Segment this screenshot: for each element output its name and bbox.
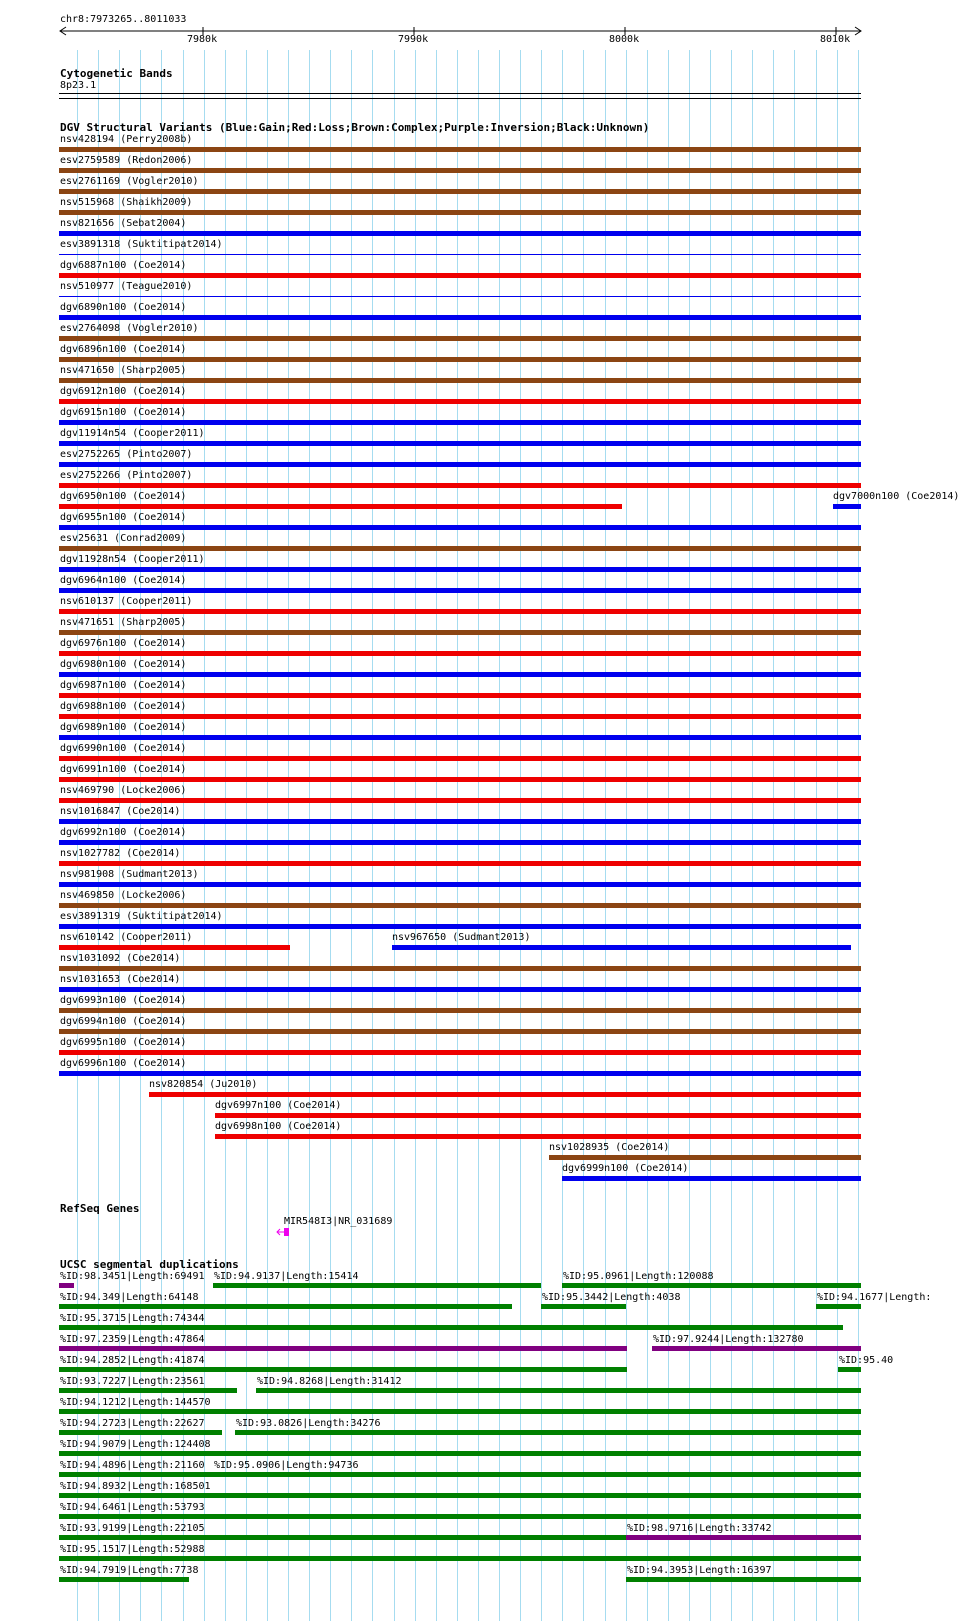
variant-label[interactable]: dgv6980n100 (Coe2014) (60, 659, 187, 670)
segdup-bar[interactable] (213, 1283, 541, 1288)
variant-label[interactable]: dgv11914n54 (Cooper2011) (60, 428, 205, 439)
variant-bar[interactable] (59, 168, 861, 173)
variant-label[interactable]: nsv610142 (Cooper2011) (60, 932, 193, 943)
segdup-bar[interactable] (235, 1430, 861, 1435)
variant-bar[interactable] (549, 1155, 861, 1160)
variant-label[interactable]: dgv6915n100 (Coe2014) (60, 407, 187, 418)
variant-bar[interactable] (59, 1008, 861, 1013)
variant-bar[interactable] (59, 357, 861, 362)
segdup-label[interactable]: %ID:95.0906|Length:94736 (214, 1460, 359, 1471)
variant-label[interactable]: nsv471650 (Sharp2005) (60, 365, 187, 376)
segdup-bar[interactable] (59, 1388, 237, 1393)
variant-bar[interactable] (59, 567, 861, 572)
segdup-label[interactable]: %ID:95.1517|Length:52988 (60, 1544, 205, 1555)
segdup-label[interactable]: %ID:95.40 (839, 1355, 894, 1366)
variant-bar[interactable] (59, 546, 861, 551)
variant-bar[interactable] (59, 588, 861, 593)
segdup-label[interactable]: %ID:94.3953|Length:16397 (627, 1565, 772, 1576)
variant-bar[interactable] (59, 254, 861, 255)
variant-bar[interactable] (59, 819, 861, 824)
variant-bar[interactable] (59, 609, 861, 614)
segdup-bar[interactable] (816, 1304, 861, 1309)
variant-label[interactable]: dgv6996n100 (Coe2014) (60, 1058, 187, 1069)
segdup-label[interactable]: %ID:97.9244|Length:132780 (653, 1334, 804, 1345)
segdup-bar[interactable] (256, 1388, 861, 1393)
variant-bar[interactable] (59, 231, 861, 236)
segdup-bar[interactable] (626, 1535, 861, 1540)
variant-label[interactable]: dgv6995n100 (Coe2014) (60, 1037, 187, 1048)
segdup-bar[interactable] (59, 1283, 74, 1288)
variant-label[interactable]: dgv6955n100 (Coe2014) (60, 512, 187, 523)
variant-label[interactable]: dgv6994n100 (Coe2014) (60, 1016, 187, 1027)
variant-label[interactable]: nsv967650 (Sudmant2013) (392, 932, 531, 943)
variant-bar[interactable] (59, 630, 861, 635)
variant-label[interactable]: esv2752266 (Pinto2007) (60, 470, 193, 481)
variant-label[interactable]: nsv1031092 (Coe2014) (60, 953, 181, 964)
variant-bar[interactable] (215, 1113, 861, 1118)
variant-bar[interactable] (59, 189, 861, 194)
variant-label[interactable]: dgv6992n100 (Coe2014) (60, 827, 187, 838)
variant-bar[interactable] (59, 651, 861, 656)
segdup-label[interactable]: %ID:97.2359|Length:47864 (60, 1334, 205, 1345)
segdup-bar[interactable] (59, 1304, 512, 1309)
variant-label[interactable]: dgv6993n100 (Coe2014) (60, 995, 187, 1006)
variant-label[interactable]: nsv469790 (Locke2006) (60, 785, 187, 796)
variant-bar[interactable] (59, 945, 290, 950)
variant-bar[interactable] (59, 525, 861, 530)
variant-bar[interactable] (59, 924, 861, 929)
variant-bar[interactable] (59, 147, 861, 152)
ruler-position: chr8:7973265..8011033 (60, 14, 187, 25)
variant-bar[interactable] (149, 1092, 861, 1097)
variant-label[interactable]: dgv6988n100 (Coe2014) (60, 701, 187, 712)
variant-label[interactable]: nsv1031653 (Coe2014) (60, 974, 181, 985)
variant-label[interactable]: nsv471651 (Sharp2005) (60, 617, 187, 628)
variant-label[interactable]: nsv1027782 (Coe2014) (60, 848, 181, 859)
segdup-bar[interactable] (652, 1346, 861, 1351)
variant-label[interactable]: dgv6912n100 (Coe2014) (60, 386, 187, 397)
variant-label[interactable]: dgv6998n100 (Coe2014) (215, 1121, 342, 1132)
variant-label[interactable]: dgv6990n100 (Coe2014) (60, 743, 187, 754)
segdup-label[interactable]: %ID:94.2723|Length:22627 (60, 1418, 205, 1429)
variant-label[interactable]: nsv1016847 (Coe2014) (60, 806, 181, 817)
ruler-tick-label: 7990k (398, 34, 429, 45)
ruler-axis (0, 26, 890, 46)
segdup-bar[interactable] (59, 1577, 189, 1582)
gene-arrow-icon[interactable] (276, 1227, 292, 1237)
variant-bar[interactable] (562, 1176, 861, 1181)
variant-label[interactable]: dgv6997n100 (Coe2014) (215, 1100, 342, 1111)
segdup-label[interactable]: %ID:95.0961|Length:120088 (563, 1271, 714, 1282)
segdup-bar[interactable] (59, 1556, 861, 1561)
variant-bar[interactable] (59, 504, 622, 509)
segdup-bar[interactable] (59, 1535, 627, 1540)
variant-label[interactable]: dgv6999n100 (Coe2014) (562, 1163, 689, 1174)
cytoband-title: Cytogenetic Bands (60, 67, 173, 80)
segdup-label[interactable]: %ID:94.9079|Length:124408 (60, 1439, 211, 1450)
variant-label[interactable]: nsv469850 (Locke2006) (60, 890, 187, 901)
variant-bar[interactable] (59, 1071, 861, 1076)
variant-bar[interactable] (59, 987, 861, 992)
variant-label[interactable]: nsv515968 (Shaikh2009) (60, 197, 193, 208)
variant-bar[interactable] (59, 966, 861, 971)
segdup-label[interactable]: %ID:93.0826|Length:34276 (236, 1418, 381, 1429)
variant-bar[interactable] (59, 315, 861, 320)
ruler-tick-label: 8000k (609, 34, 640, 45)
segdup-bar[interactable] (59, 1430, 222, 1435)
variant-bar[interactable] (59, 756, 861, 761)
variant-bar[interactable] (59, 1050, 861, 1055)
variant-bar[interactable] (215, 1134, 861, 1139)
variant-label[interactable]: esv25631 (Conrad2009) (60, 533, 187, 544)
variant-label[interactable]: dgv6964n100 (Coe2014) (60, 575, 187, 586)
variant-label[interactable]: esv2761169 (Vogler2010) (60, 176, 199, 187)
segdup-bar[interactable] (59, 1346, 627, 1351)
variant-bar[interactable] (59, 399, 861, 404)
segdup-bar[interactable] (59, 1472, 213, 1477)
variant-label[interactable]: nsv428194 (Perry2008b) (60, 134, 193, 145)
variant-bar[interactable] (59, 861, 861, 866)
variant-bar[interactable] (59, 336, 861, 341)
segdup-label[interactable]: %ID:94.8268|Length:31412 (257, 1376, 402, 1387)
variant-label[interactable]: nsv1028935 (Coe2014) (549, 1142, 670, 1153)
variant-label[interactable]: nsv820854 (Ju2010) (149, 1079, 258, 1090)
segdup-label[interactable]: %ID:98.9716|Length:33742 (627, 1523, 772, 1534)
variant-label[interactable]: dgv6950n100 (Coe2014) (60, 491, 187, 502)
variant-label[interactable]: esv2764098 (Vogler2010) (60, 323, 199, 334)
dgv-track-title: DGV Structural Variants (Blue:Gain;Red:Loss;Brown:Complex;Purple:Inversion;Black:Unknown) (60, 121, 650, 134)
segdup-label[interactable]: %ID:94.7919|Length:7738 (60, 1565, 199, 1576)
segdup-bar[interactable] (59, 1367, 627, 1372)
variant-label[interactable]: esv3891319 (Suktitipat2014) (60, 911, 223, 922)
segdup-bar[interactable] (59, 1451, 861, 1456)
segdup-bar[interactable] (626, 1577, 861, 1582)
variant-bar[interactable] (59, 672, 861, 677)
segdup-bar[interactable] (59, 1514, 861, 1519)
segdup-label[interactable]: %ID:94.4896|Length:21160 (60, 1460, 205, 1471)
segdup-bar[interactable] (59, 1493, 861, 1498)
variant-bar[interactable] (59, 1029, 861, 1034)
segdup-label[interactable]: %ID:94.8932|Length:168501 (60, 1481, 211, 1492)
variant-label[interactable]: nsv510977 (Teague2010) (60, 281, 193, 292)
variant-bar[interactable] (59, 441, 861, 446)
variant-bar[interactable] (392, 945, 851, 950)
segdup-label[interactable]: %ID:98.3451|Length:69491 (60, 1271, 205, 1282)
variant-label[interactable]: nsv981908 (Sudmant2013) (60, 869, 199, 880)
variant-bar[interactable] (59, 210, 861, 215)
segdup-bar[interactable] (541, 1304, 626, 1309)
segdup-label[interactable]: %ID:94.1677|Length: (817, 1292, 932, 1303)
variant-bar[interactable] (59, 882, 861, 887)
variant-bar[interactable] (59, 714, 861, 719)
variant-bar[interactable] (59, 798, 861, 803)
variant-label[interactable]: esv2752265 (Pinto2007) (60, 449, 193, 460)
track-separator (59, 98, 861, 99)
variant-label[interactable]: dgv6887n100 (Coe2014) (60, 260, 187, 271)
variant-bar[interactable] (833, 504, 861, 509)
segdup-label[interactable]: %ID:94.1212|Length:144570 (60, 1397, 211, 1408)
variant-bar[interactable] (59, 273, 861, 278)
segdup-label[interactable]: %ID:93.9199|Length:22105 (60, 1523, 205, 1534)
segdup-bar[interactable] (59, 1409, 861, 1414)
segdup-label[interactable]: %ID:94.2852|Length:41874 (60, 1355, 205, 1366)
variant-bar[interactable] (59, 735, 861, 740)
variant-bar[interactable] (59, 693, 861, 698)
cytoband-name: 8p23.1 (60, 80, 97, 91)
segdup-label[interactable]: %ID:93.7227|Length:23561 (60, 1376, 205, 1387)
variant-label[interactable]: dgv6896n100 (Coe2014) (60, 344, 187, 355)
gene-label[interactable]: MIR548I3|NR_031689 (284, 1216, 393, 1227)
variant-label[interactable]: nsv821656 (Sebat2004) (60, 218, 187, 229)
cytoband-band-line (59, 93, 861, 94)
variant-bar[interactable] (59, 483, 861, 488)
segdup-label[interactable]: %ID:95.3442|Length:4038 (542, 1292, 681, 1303)
variant-label[interactable]: dgv7000n100 (Coe2014) (833, 491, 959, 502)
segdup-bar[interactable] (59, 1325, 843, 1330)
variant-label[interactable]: esv3891318 (Suktitipat2014) (60, 239, 223, 250)
variant-label[interactable]: dgv6991n100 (Coe2014) (60, 764, 187, 775)
segdup-bar[interactable] (213, 1472, 861, 1477)
variant-bar[interactable] (59, 903, 861, 908)
variant-bar[interactable] (59, 296, 861, 297)
variant-bar[interactable] (59, 378, 861, 383)
segdup-label[interactable]: %ID:95.3715|Length:74344 (60, 1313, 205, 1324)
variant-label[interactable]: dgv11928n54 (Cooper2011) (60, 554, 205, 565)
variant-bar[interactable] (59, 462, 861, 467)
variant-label[interactable]: nsv610137 (Cooper2011) (60, 596, 193, 607)
refseq-track-title: RefSeq Genes (60, 1202, 140, 1215)
segdup-bar[interactable] (838, 1367, 861, 1372)
segdup-label[interactable]: %ID:94.9137|Length:15414 (214, 1271, 359, 1282)
ruler-tick-label: 8010k (820, 34, 851, 45)
variant-label[interactable]: esv2759589 (Redon2006) (60, 155, 193, 166)
segdup-track-title: UCSC segmental duplications (60, 1258, 239, 1271)
variant-bar[interactable] (59, 777, 861, 782)
ruler-tick-label: 7980k (187, 34, 218, 45)
variant-label[interactable]: dgv6987n100 (Coe2014) (60, 680, 187, 691)
segdup-bar[interactable] (562, 1283, 861, 1288)
variant-bar[interactable] (59, 420, 861, 425)
variant-label[interactable]: dgv6976n100 (Coe2014) (60, 638, 187, 649)
segdup-label[interactable]: %ID:94.6461|Length:53793 (60, 1502, 205, 1513)
segdup-label[interactable]: %ID:94.349|Length:64148 (60, 1292, 199, 1303)
variant-bar[interactable] (59, 840, 861, 845)
variant-label[interactable]: dgv6890n100 (Coe2014) (60, 302, 187, 313)
variant-label[interactable]: dgv6989n100 (Coe2014) (60, 722, 187, 733)
